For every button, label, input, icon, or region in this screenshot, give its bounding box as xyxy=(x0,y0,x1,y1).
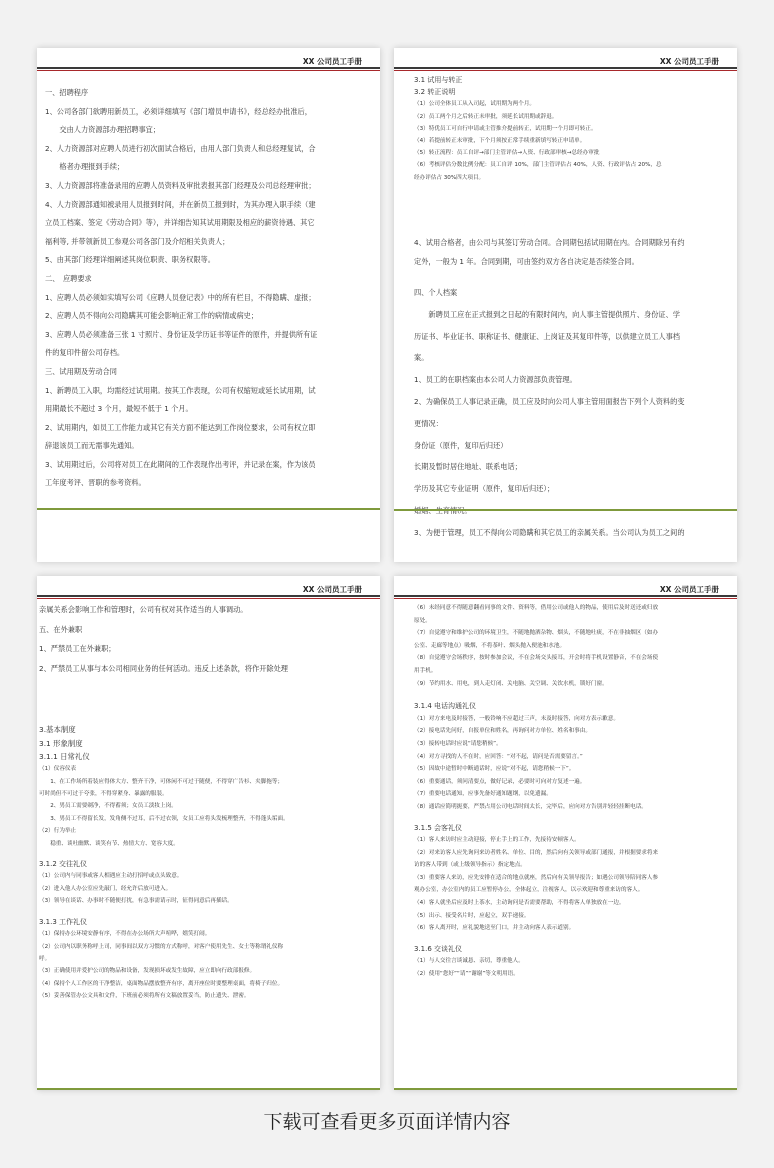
text-line: 3.1.4 电话沟通礼仪 xyxy=(414,702,477,711)
text-line: （2）公司内以职务称呼上司，同事间以双方习惯的方式称呼，对客户使用先生、女士等称谓礼仪称 xyxy=(39,943,284,950)
document-page-3 xyxy=(37,576,380,1090)
text-line: 4、人力资源部通知被录用人员报到时间，并在新员工报到时，为其办理入职手续（建 xyxy=(45,199,316,209)
text-line: 1、公司各部门欲聘用新员工，必须详细填写《部门增员申请书》，经总经办批准后， xyxy=(45,106,312,116)
text-line: 一、招聘程序 xyxy=(45,88,89,97)
text-line: 3.1.1 日常礼仪 xyxy=(39,751,90,761)
header-rule xyxy=(394,595,737,597)
page-body xyxy=(45,84,364,493)
text-line: 可时尚但不可过于夸张，不得穿紧身、暴露的服装。 xyxy=(39,791,168,798)
page-body-small xyxy=(39,724,364,1003)
text-line: （2）对来访客人应先询问来访者姓名、单位、目的，然后向有关领导或部门通报，并根据要求将来 xyxy=(414,849,659,856)
text-line: （1）公司全体员工从入司起，试用期为两个月。 xyxy=(414,101,536,108)
page-body xyxy=(39,600,364,698)
text-line: 历证书、毕业证书、职称证书、健康证、上岗证及其复印件等，以供建立员工人事档 xyxy=(414,331,680,341)
text-line: （7）重要电话通知，应事先备好通知题纲，以免遗漏。 xyxy=(414,791,552,798)
document-page-4 xyxy=(394,576,737,1090)
text-line: 身份证（原件，复印后归还） xyxy=(414,440,508,450)
page-header-title: XX 公司员工手册 xyxy=(659,585,719,594)
text-line: （5）妥善保管办公文具和文件，下班前必须将所有文稿放置妥当，防止遗失、泄密。 xyxy=(39,993,250,1000)
document-page-1 xyxy=(37,48,380,562)
text-line: 3.1.5 会客礼仪 xyxy=(414,823,463,832)
text-line: 3.1 形象制度 xyxy=(39,739,83,749)
text-line: 四、个人档案 xyxy=(414,288,458,297)
text-line: 1、员工的在职档案由本公司人力资源部负责管理。 xyxy=(414,375,577,385)
text-line: 新聘员工应在正式报到之日起的有限时间内，向人事主管提供照片、身份证、学 xyxy=(414,309,680,319)
text-line: 2、为确保员工人事记录正确，员工应及时向公司人事主管用面报告下列个人资料的变 xyxy=(414,396,685,406)
text-line: （3）正确使用并爱护公司的物品和设备，发现损坏或发生故障，应立即向行政部报修。 xyxy=(39,968,256,975)
text-line: （3）特优员工可自行申请或主管推介提前转正，试用期一个月即可转正。 xyxy=(414,125,597,132)
text-line: （2）进入他人办公室应先敲门，经允许后放可进入。 xyxy=(39,885,172,892)
text-line: （5）转正流程：员工自评→部门主管评估→人资、行政部审核→总经办审批 xyxy=(414,150,600,157)
text-line: 1、新聘员工入职，均需经过试用期。按其工作表现，公司有权缩短或延长试用期，试 xyxy=(45,385,316,395)
text-line: 观办公室，办公室内的员工应暂停办公，全体起立，注视客人，以示欢迎和尊重来访的客人。 xyxy=(414,887,644,894)
text-line: （6）考核评估分数比例分配：员工自评 10%，部门主管评估占 40%，人资、行政评估占 20%，总 xyxy=(414,162,662,169)
text-line: 呼。 xyxy=(39,955,51,962)
text-line: 3.1.6 交谈礼仪 xyxy=(414,944,463,953)
text-line: 5、由其部门经理详细阐述其岗位职责、职务权限等。 xyxy=(45,255,215,265)
text-line: 2、人力资源部对应聘人员进行初次面试合格后，由用人部门负责人和总经理复试，合 xyxy=(45,143,316,153)
download-caption: 下载可查看更多页面详情内容 xyxy=(263,1111,511,1133)
text-line: 3、男员工不得留长发，发角侧不过耳，后不过衣领，女员工应将头发梳理整齐，不得蓬头垢面。 xyxy=(39,815,289,822)
text-line: 3、应聘人员必须准备三张 1 寸照片、身份证及学历证书等证件的原件，并提供所有证 xyxy=(45,329,318,339)
text-line: 格者办理报到手续； xyxy=(45,162,125,172)
page-header-title: XX 公司员工手册 xyxy=(302,585,362,594)
text-line: 更情况： xyxy=(414,418,443,428)
text-line: （4）若提前转正未审批，下个月须按正常手续重新填写转正申请单。 xyxy=(414,138,586,145)
text-line: 件的复印件留公司存档。 xyxy=(45,348,125,358)
text-line: （6）未经同意不得随意翻看同事的文件、资料等，借用公司或他人的物品，使用后及时送还或归放 xyxy=(414,605,659,611)
text-line: 2、应聘人员不得向公司隐瞒其可能会影响正常工作的病情或病史； xyxy=(45,311,259,321)
text-line: 福利等, 并带领新员工参观公司各部门及介绍相关负责人； xyxy=(45,236,230,246)
text-line: 3、试用期过后，公司将对员工在此期间的工作表现作出考评，并记录在案，作为该员 xyxy=(45,459,316,469)
text-line: 用期最长不超过 3 个月，最短不低于 1 个月。 xyxy=(45,404,193,414)
text-line: 1、严禁员工在外兼职； xyxy=(39,644,116,653)
footer-rule xyxy=(37,508,380,510)
text-line: 长期及暂时居住地址、联系电话； xyxy=(414,462,522,472)
page-body-small xyxy=(414,602,721,981)
page-header-title: XX 公司员工手册 xyxy=(302,57,362,66)
text-line: 2、男员工需要剃净，不得蓄须；女员工淡妆上岗。 xyxy=(39,803,177,810)
text-line: 二、 应聘要求 xyxy=(45,273,92,283)
header-rule-accent xyxy=(394,598,737,599)
document-page-2 xyxy=(394,48,737,562)
page-body-mid xyxy=(414,234,721,271)
text-line: 学历及其它专业证明（原件，复印后归还）； xyxy=(414,484,555,494)
text-line: （1）保持办公环境安静有序，不得在办公场所大声喧哗，嬉笑打闹。 xyxy=(39,931,211,938)
text-line: 辞退该员工而无需事先通知。 xyxy=(45,441,139,451)
text-line: 工年度考评、晋职的参考资料。 xyxy=(45,478,146,488)
text-line: （6）客人离开时，应礼貌地送至门口，并主动向客人表示道别。 xyxy=(414,925,575,932)
text-line: 案。 xyxy=(414,353,429,363)
text-line: 4、试用合格者，由公司与其签订劳动合同。合同期包括试用期在内。合同期除另有约 xyxy=(414,238,685,247)
text-line: （3）接转电话时应说“请您稍候”。 xyxy=(414,740,502,747)
text-line: （8）自觉遵守会场秩序，按时参加会议，不在会场交头接耳，开会时将手机设置静音，不在会场使 xyxy=(414,655,659,662)
text-line: 定外，一般为 1 年。合同到期，可由签约双方各自决定是否续签合同。 xyxy=(414,256,639,266)
text-line: 3、人力资源部将准备录用的应聘人员资料及审批表报其部门经理及公司总经理审批； xyxy=(45,180,316,190)
text-line: 3、为便于管理，员工不得向公司隐瞒和其它员工的亲属关系。当公司认为员工之间的 xyxy=(414,527,685,537)
text-line: 1、应聘人员必须如实填写公司《应聘人员登记表》中的所有栏目，不得隐瞒、虚报； xyxy=(45,292,316,302)
text-line: 亲属关系会影响工作和管理时，公司有权对其作适当的人事调动。 xyxy=(39,605,248,614)
text-line: 五、在外兼职 xyxy=(39,624,83,634)
text-line: 访的客人带到（或上级领导指示）指定地点。 xyxy=(414,862,526,869)
text-line: 3.1.3 工作礼仪 xyxy=(39,917,88,926)
text-line: 3.1 试用与转正 xyxy=(414,76,463,84)
text-line: （3）重要客人来访，应先安排在适合的地点就座，然后向有关领导报告；如遇公司领导陪同客人参 xyxy=(414,874,659,881)
text-line: （4）对方寻找的人不在时，应回答：“对不起，请问是否需要留言。” xyxy=(414,753,583,760)
page-header-title: XX 公司员工手册 xyxy=(659,57,719,66)
text-line: （5）出示、接受名片时，应起立，双手递接。 xyxy=(414,912,530,919)
text-line: 稳重、谈吐幽默、谈笑有节、热情大方、宽容大度。 xyxy=(39,840,179,847)
text-line: （9）节约用水、用电，到人走灯闭、关电脑、关空调、关饮水机，锁好门窗。 xyxy=(414,680,608,687)
header-rule xyxy=(37,67,380,69)
text-line: 交由人力资源部办理招聘事宜； xyxy=(45,125,161,135)
text-line: （5）因故中途暂时中断通话时，应说“对不起，请您稍候一下”。 xyxy=(414,766,575,773)
text-line: 经办评估占 30%四大项目。 xyxy=(414,174,485,181)
header-rule-accent xyxy=(394,70,737,71)
text-line: （3）领导在谈话、办事时不随便打扰，有急事需请示时，征得同意后再插话。 xyxy=(39,898,233,905)
text-line: （2）员工两个月之后转正未审批，须延长试用期或辞退。 xyxy=(414,113,558,120)
text-line: （1）对方来电及时接答，一般铃响不应超过三声，未及时接答，向对方表示歉意。 xyxy=(414,715,619,722)
text-line: （4）保持个人工作区的干净整洁，桌面物品摆放整齐有序，离开座位时要整理桌面，将椅子归位。 xyxy=(39,980,284,987)
text-line: （1）公司内与同事或客人相遇应主动打招呼或点头致意。 xyxy=(39,873,183,880)
text-line: （2）使用“您好”“请”“谢谢”等文明用语。 xyxy=(414,971,519,978)
text-line: 用手机。 xyxy=(414,667,437,674)
text-line: 立员工档案、签定《劳动合同》等），并详细告知其试用期限及相应的薪资待遇、其它 xyxy=(45,218,315,228)
text-line: （2）接电话先问好，自报单位和姓名，再询问对方单位、姓名和事由。 xyxy=(414,728,591,735)
text-line: 原处。 xyxy=(414,617,431,624)
text-line: 1、在工作场所着装应得体大方、整齐干净，可体闲不可过于随便，不得穿广告衫、夹脚拖等； xyxy=(39,778,284,785)
text-line: 公室、走廊等地点）吸烟，不将茶叶、烟头抛入便池和水池。 xyxy=(414,642,566,649)
page-body-small xyxy=(414,74,721,184)
header-rule xyxy=(394,67,737,69)
text-line: （4）客人就坐后应及时上茶水，主动询问是否需要帮助，不得将客人单独放在一边。 xyxy=(414,900,625,907)
header-rule-accent xyxy=(37,70,380,71)
text-line: 三、试用期及劳动合同 xyxy=(45,366,117,376)
text-line: （2）行为举止 xyxy=(39,828,77,835)
text-line: 3.1.2 交往礼仪 xyxy=(39,860,88,869)
text-line: 3.基本制度 xyxy=(39,725,76,734)
header-rule xyxy=(37,595,380,597)
footer-rule xyxy=(37,1088,380,1090)
page-body-lower xyxy=(414,282,721,544)
header-rule-accent xyxy=(37,598,380,599)
text-line: （8）通话应简明扼要，严禁占用公司电话时间太长，完毕后，应向对方告别并轻轻挂断电话。 xyxy=(414,803,647,810)
text-line: 2、试用期内，如员工工作能力或其它有关方面不能达到工作岗位要求，公司有权立即 xyxy=(45,422,316,432)
footer-rule xyxy=(394,1088,737,1090)
text-line: （1）仪容仪表 xyxy=(39,766,77,773)
footer-rule xyxy=(394,509,737,511)
text-line: （1）客人来访时应主动迎接，停止手上的工作，先接待安顿客人。 xyxy=(414,837,580,844)
text-line: 2、严禁员工从事与本公司相同业务的任何活动。违反上述条款，将作开除处理 xyxy=(39,663,288,673)
text-line: （7）自觉遵守和维护公司的环境卫生，不随地抛洒杂物、烟头，不随地吐痰，不在非抽烟区（如办 xyxy=(414,630,659,637)
text-line: 3.2 转正说明 xyxy=(414,88,456,97)
text-line: （1）与人交往言谈诚恳、亲切，尊重他人。 xyxy=(414,958,524,965)
text-line: （6）重要通话，须问清要点，做好记录，必要时可向对方复述一遍。 xyxy=(414,778,586,785)
